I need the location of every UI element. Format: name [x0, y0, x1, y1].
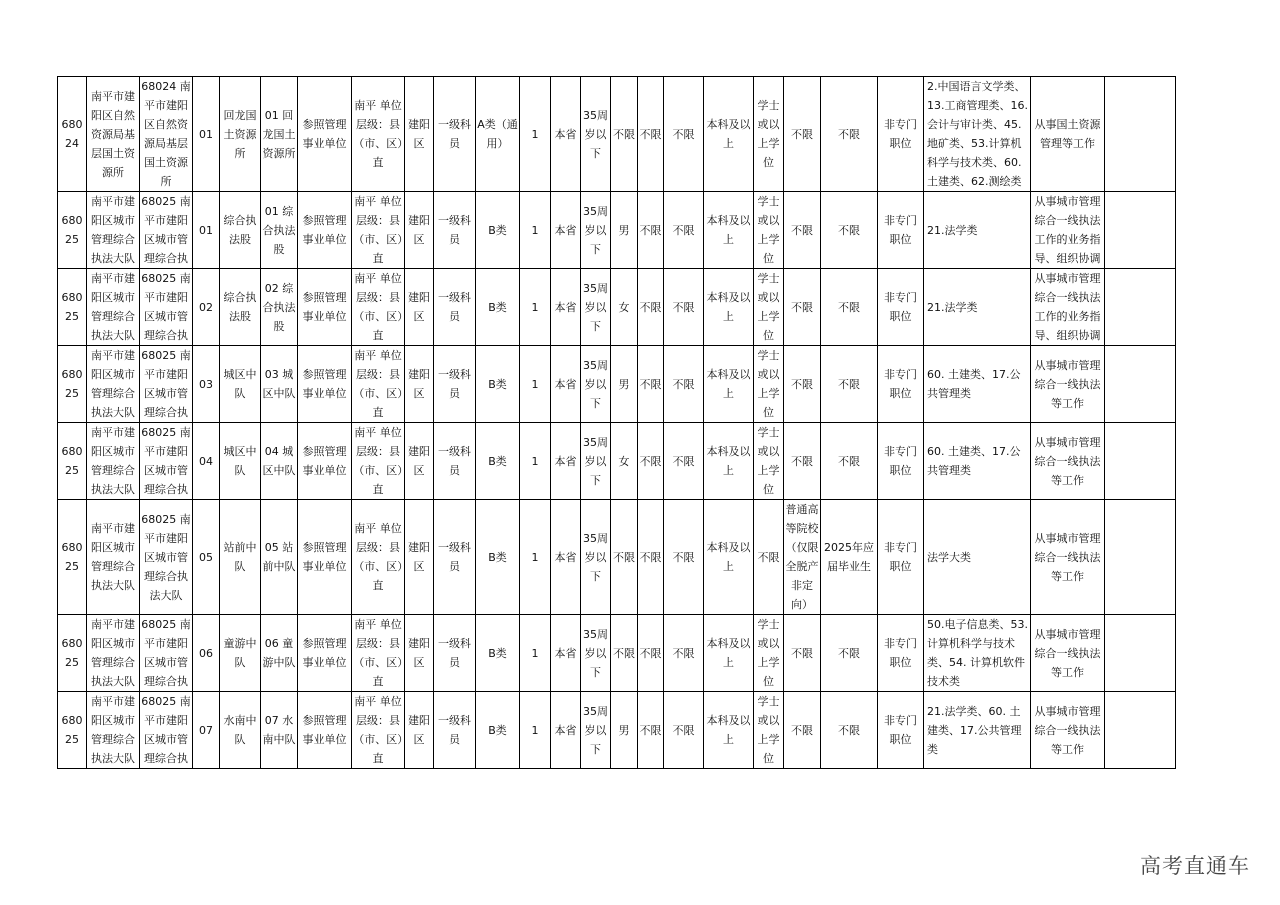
cell-major: 法学大类 [924, 500, 1031, 615]
cell-gender: 女 [611, 269, 638, 346]
cell-district: 建阳区 [405, 269, 434, 346]
cell-post-name: 站前中队 [220, 500, 261, 615]
cell-rank: 一级科员 [434, 269, 476, 346]
cell-level: 南平 单位层级：县（市、区）直 [352, 615, 405, 692]
cell-age: 35周岁以下 [581, 192, 611, 269]
cell-c2: 不限 [664, 346, 704, 423]
cell-dept: 南平市建阳区城市管理综合执法大队 [87, 500, 140, 615]
cell-post-name: 综合执法股 [220, 192, 261, 269]
cell-seq: 03 [193, 346, 220, 423]
cell-graduate: 不限 [821, 692, 878, 769]
cell-post-code-name: 01 回龙国土资源所 [261, 77, 298, 192]
cell-count: 1 [520, 423, 551, 500]
cell-post-code-name: 05 站前中队 [261, 500, 298, 615]
cell-unit: 68025 南平市建阳区城市管理综合执 [140, 692, 193, 769]
cell-extra [1105, 423, 1176, 500]
cell-seq: 01 [193, 192, 220, 269]
cell-remark: 从事城市管理综合一线执法等工作 [1031, 423, 1105, 500]
cell-dept: 南平市建阳区城市管理综合执法大队 [87, 615, 140, 692]
cell-major: 21.法学类、60. 土建类、17.公共管理类 [924, 692, 1031, 769]
cell-education: 本科及以上 [704, 500, 754, 615]
cell-count: 1 [520, 269, 551, 346]
cell-nature: 参照管理事业单位 [298, 346, 352, 423]
cell-unit: 68025 南平市建阳区城市管理综合执 [140, 269, 193, 346]
cell-c1: 不限 [638, 269, 664, 346]
cell-exam-type: B类 [476, 692, 520, 769]
cell-origin: 本省 [551, 615, 581, 692]
cell-code: 68025 [58, 423, 87, 500]
cell-nature: 参照管理事业单位 [298, 692, 352, 769]
cell-education: 本科及以上 [704, 269, 754, 346]
cell-extra [1105, 77, 1176, 192]
cell-post-name: 水南中队 [220, 692, 261, 769]
cell-major: 21.法学类 [924, 192, 1031, 269]
cell-origin: 本省 [551, 77, 581, 192]
cell-education: 本科及以上 [704, 77, 754, 192]
cell-age: 35周岁以下 [581, 692, 611, 769]
table-row [58, 346, 1176, 423]
cell-education: 本科及以上 [704, 192, 754, 269]
cell-graduate: 不限 [821, 346, 878, 423]
cell-post-code-name: 01 综合执法股 [261, 192, 298, 269]
cell-degree: 学士或以上学位 [754, 692, 784, 769]
cell-c2: 不限 [664, 423, 704, 500]
cell-c1: 不限 [638, 615, 664, 692]
cell-post-name: 城区中队 [220, 423, 261, 500]
cell-remark: 从事城市管理综合一线执法等工作 [1031, 500, 1105, 615]
cell-origin: 本省 [551, 269, 581, 346]
cell-level: 南平 单位层级：县（市、区）直 [352, 346, 405, 423]
cell-district: 建阳区 [405, 192, 434, 269]
cell-code: 68025 [58, 269, 87, 346]
cell-dept: 南平市建阳区城市管理综合执法大队 [87, 346, 140, 423]
cell-exam-type: B类 [476, 192, 520, 269]
cell-graduate: 不限 [821, 77, 878, 192]
cell-degree: 不限 [754, 500, 784, 615]
cell-level: 南平 单位层级：县（市、区）直 [352, 77, 405, 192]
cell-degree: 学士或以上学位 [754, 615, 784, 692]
cell-unit: 68025 南平市建阳区城市管理综合执 [140, 346, 193, 423]
cell-source: 不限 [784, 692, 821, 769]
cell-unit: 68025 南平市建阳区城市管理综合执 [140, 423, 193, 500]
cell-extra [1105, 692, 1176, 769]
cell-degree: 学士或以上学位 [754, 192, 784, 269]
cell-seq: 02 [193, 269, 220, 346]
cell-degree: 学士或以上学位 [754, 269, 784, 346]
cell-origin: 本省 [551, 192, 581, 269]
cell-special: 非专门职位 [878, 269, 924, 346]
cell-degree: 学士或以上学位 [754, 77, 784, 192]
cell-major: 60. 土建类、17.公共管理类 [924, 423, 1031, 500]
cell-c2: 不限 [664, 615, 704, 692]
cell-remark: 从事城市管理综合一线执法等工作 [1031, 692, 1105, 769]
cell-level: 南平 单位层级：县（市、区）直 [352, 423, 405, 500]
cell-count: 1 [520, 192, 551, 269]
cell-nature: 参照管理事业单位 [298, 269, 352, 346]
cell-graduate: 不限 [821, 192, 878, 269]
cell-seq: 07 [193, 692, 220, 769]
cell-code: 68025 [58, 192, 87, 269]
cell-code: 68025 [58, 346, 87, 423]
cell-nature: 参照管理事业单位 [298, 423, 352, 500]
cell-age: 35周岁以下 [581, 77, 611, 192]
cell-nature: 参照管理事业单位 [298, 77, 352, 192]
cell-count: 1 [520, 500, 551, 615]
cell-count: 1 [520, 615, 551, 692]
cell-district: 建阳区 [405, 615, 434, 692]
cell-special: 非专门职位 [878, 346, 924, 423]
cell-post-code-name: 04 城区中队 [261, 423, 298, 500]
cell-education: 本科及以上 [704, 423, 754, 500]
cell-source: 不限 [784, 423, 821, 500]
cell-count: 1 [520, 346, 551, 423]
cell-level: 南平 单位层级：县（市、区）直 [352, 500, 405, 615]
table-row [58, 192, 1176, 269]
cell-exam-type: B类 [476, 269, 520, 346]
cell-special: 非专门职位 [878, 615, 924, 692]
cell-special: 非专门职位 [878, 423, 924, 500]
table-row [58, 423, 1176, 500]
cell-seq: 05 [193, 500, 220, 615]
cell-dept: 南平市建阳区城市管理综合执法大队 [87, 192, 140, 269]
cell-rank: 一级科员 [434, 423, 476, 500]
cell-district: 建阳区 [405, 500, 434, 615]
cell-dept: 南平市建阳区城市管理综合执法大队 [87, 692, 140, 769]
cell-rank: 一级科员 [434, 692, 476, 769]
cell-gender: 女 [611, 423, 638, 500]
cell-dept: 南平市建阳区城市管理综合执法大队 [87, 423, 140, 500]
cell-unit: 68025 南平市建阳区城市管理综合执 [140, 615, 193, 692]
cell-count: 1 [520, 77, 551, 192]
cell-education: 本科及以上 [704, 692, 754, 769]
cell-c2: 不限 [664, 192, 704, 269]
cell-c2: 不限 [664, 692, 704, 769]
cell-c2: 不限 [664, 269, 704, 346]
cell-c1: 不限 [638, 692, 664, 769]
cell-source: 普通高等院校（仅限全脱产非定向） [784, 500, 821, 615]
table-body [58, 77, 1176, 769]
cell-remark: 从事城市管理综合一线执法工作的业务指导、组织协调 [1031, 192, 1105, 269]
cell-special: 非专门职位 [878, 692, 924, 769]
cell-graduate: 2025年应届毕业生 [821, 500, 878, 615]
cell-gender: 男 [611, 192, 638, 269]
cell-major: 2.中国语言文学类、13.工商管理类、16.会计与审计类、45.地矿类、53.计算机科学与技术类、60.土建类、62.测绘类 [924, 77, 1031, 192]
cell-major: 50.电子信息类、53.计算机科学与技术类、54. 计算机软件技术类 [924, 615, 1031, 692]
cell-gender: 男 [611, 346, 638, 423]
cell-major: 60. 土建类、17.公共管理类 [924, 346, 1031, 423]
cell-c1: 不限 [638, 77, 664, 192]
cell-nature: 参照管理事业单位 [298, 192, 352, 269]
cell-district: 建阳区 [405, 423, 434, 500]
cell-special: 非专门职位 [878, 500, 924, 615]
cell-rank: 一级科员 [434, 615, 476, 692]
cell-graduate: 不限 [821, 615, 878, 692]
cell-origin: 本省 [551, 692, 581, 769]
cell-unit: 68025 南平市建阳区城市管理综合执 [140, 192, 193, 269]
cell-code: 68025 [58, 615, 87, 692]
cell-exam-type: B类 [476, 423, 520, 500]
cell-code: 68025 [58, 692, 87, 769]
cell-district: 建阳区 [405, 692, 434, 769]
cell-gender: 不限 [611, 615, 638, 692]
cell-graduate: 不限 [821, 269, 878, 346]
cell-source: 不限 [784, 346, 821, 423]
cell-seq: 01 [193, 77, 220, 192]
cell-nature: 参照管理事业单位 [298, 615, 352, 692]
cell-age: 35周岁以下 [581, 269, 611, 346]
cell-extra [1105, 346, 1176, 423]
cell-extra [1105, 500, 1176, 615]
cell-c1: 不限 [638, 346, 664, 423]
cell-gender: 不限 [611, 500, 638, 615]
cell-education: 本科及以上 [704, 346, 754, 423]
cell-exam-type: B类 [476, 500, 520, 615]
cell-post-name: 城区中队 [220, 346, 261, 423]
cell-district: 建阳区 [405, 77, 434, 192]
cell-seq: 06 [193, 615, 220, 692]
cell-unit: 68025 南平市建阳区城市管理综合执法大队 [140, 500, 193, 615]
cell-nature: 参照管理事业单位 [298, 500, 352, 615]
cell-c1: 不限 [638, 423, 664, 500]
cell-level: 南平 单位层级：县（市、区）直 [352, 269, 405, 346]
cell-remark: 从事国土资源管理等工作 [1031, 77, 1105, 192]
cell-rank: 一级科员 [434, 346, 476, 423]
cell-count: 1 [520, 692, 551, 769]
cell-level: 南平 单位层级：县（市、区）直 [352, 192, 405, 269]
cell-rank: 一级科员 [434, 500, 476, 615]
cell-district: 建阳区 [405, 346, 434, 423]
cell-source: 不限 [784, 269, 821, 346]
cell-age: 35周岁以下 [581, 346, 611, 423]
cell-exam-type: B类 [476, 615, 520, 692]
cell-exam-type: A类（通用） [476, 77, 520, 192]
cell-age: 35周岁以下 [581, 423, 611, 500]
cell-post-name: 综合执法股 [220, 269, 261, 346]
cell-c1: 不限 [638, 192, 664, 269]
cell-post-name: 回龙国土资源所 [220, 77, 261, 192]
table-row [58, 500, 1176, 615]
cell-source: 不限 [784, 192, 821, 269]
cell-remark: 从事城市管理综合一线执法等工作 [1031, 346, 1105, 423]
cell-post-code-name: 06 童游中队 [261, 615, 298, 692]
watermark: 高考直通车 [1140, 854, 1250, 878]
cell-age: 35周岁以下 [581, 500, 611, 615]
cell-seq: 04 [193, 423, 220, 500]
cell-origin: 本省 [551, 423, 581, 500]
cell-exam-type: B类 [476, 346, 520, 423]
table-row [58, 269, 1176, 346]
cell-graduate: 不限 [821, 423, 878, 500]
cell-special: 非专门职位 [878, 77, 924, 192]
cell-degree: 学士或以上学位 [754, 423, 784, 500]
cell-code: 68025 [58, 500, 87, 615]
cell-gender: 男 [611, 692, 638, 769]
cell-level: 南平 单位层级：县（市、区）直 [352, 692, 405, 769]
cell-source: 不限 [784, 615, 821, 692]
cell-special: 非专门职位 [878, 192, 924, 269]
cell-origin: 本省 [551, 500, 581, 615]
cell-post-code-name: 02 综合执法股 [261, 269, 298, 346]
cell-origin: 本省 [551, 346, 581, 423]
cell-unit: 68024 南平市建阳区自然资源局基层国土资源所 [140, 77, 193, 192]
cell-code: 68024 [58, 77, 87, 192]
cell-education: 本科及以上 [704, 615, 754, 692]
cell-major: 21.法学类 [924, 269, 1031, 346]
cell-c2: 不限 [664, 77, 704, 192]
cell-post-name: 童游中队 [220, 615, 261, 692]
cell-extra [1105, 192, 1176, 269]
cell-source: 不限 [784, 77, 821, 192]
cell-remark: 从事城市管理综合一线执法工作的业务指导、组织协调 [1031, 269, 1105, 346]
cell-post-code-name: 07 水南中队 [261, 692, 298, 769]
cell-age: 35周岁以下 [581, 615, 611, 692]
cell-rank: 一级科员 [434, 192, 476, 269]
cell-rank: 一级科员 [434, 77, 476, 192]
cell-extra [1105, 615, 1176, 692]
cell-dept: 南平市建阳区自然资源局基层国土资源所 [87, 77, 140, 192]
cell-dept: 南平市建阳区城市管理综合执法大队 [87, 269, 140, 346]
table-row [58, 692, 1176, 769]
table-row [58, 77, 1176, 192]
cell-c2: 不限 [664, 500, 704, 615]
recruitment-table [57, 76, 1176, 769]
cell-post-code-name: 03 城区中队 [261, 346, 298, 423]
cell-remark: 从事城市管理综合一线执法等工作 [1031, 615, 1105, 692]
cell-degree: 学士或以上学位 [754, 346, 784, 423]
table-row [58, 615, 1176, 692]
cell-gender: 不限 [611, 77, 638, 192]
cell-c1: 不限 [638, 500, 664, 615]
cell-extra [1105, 269, 1176, 346]
